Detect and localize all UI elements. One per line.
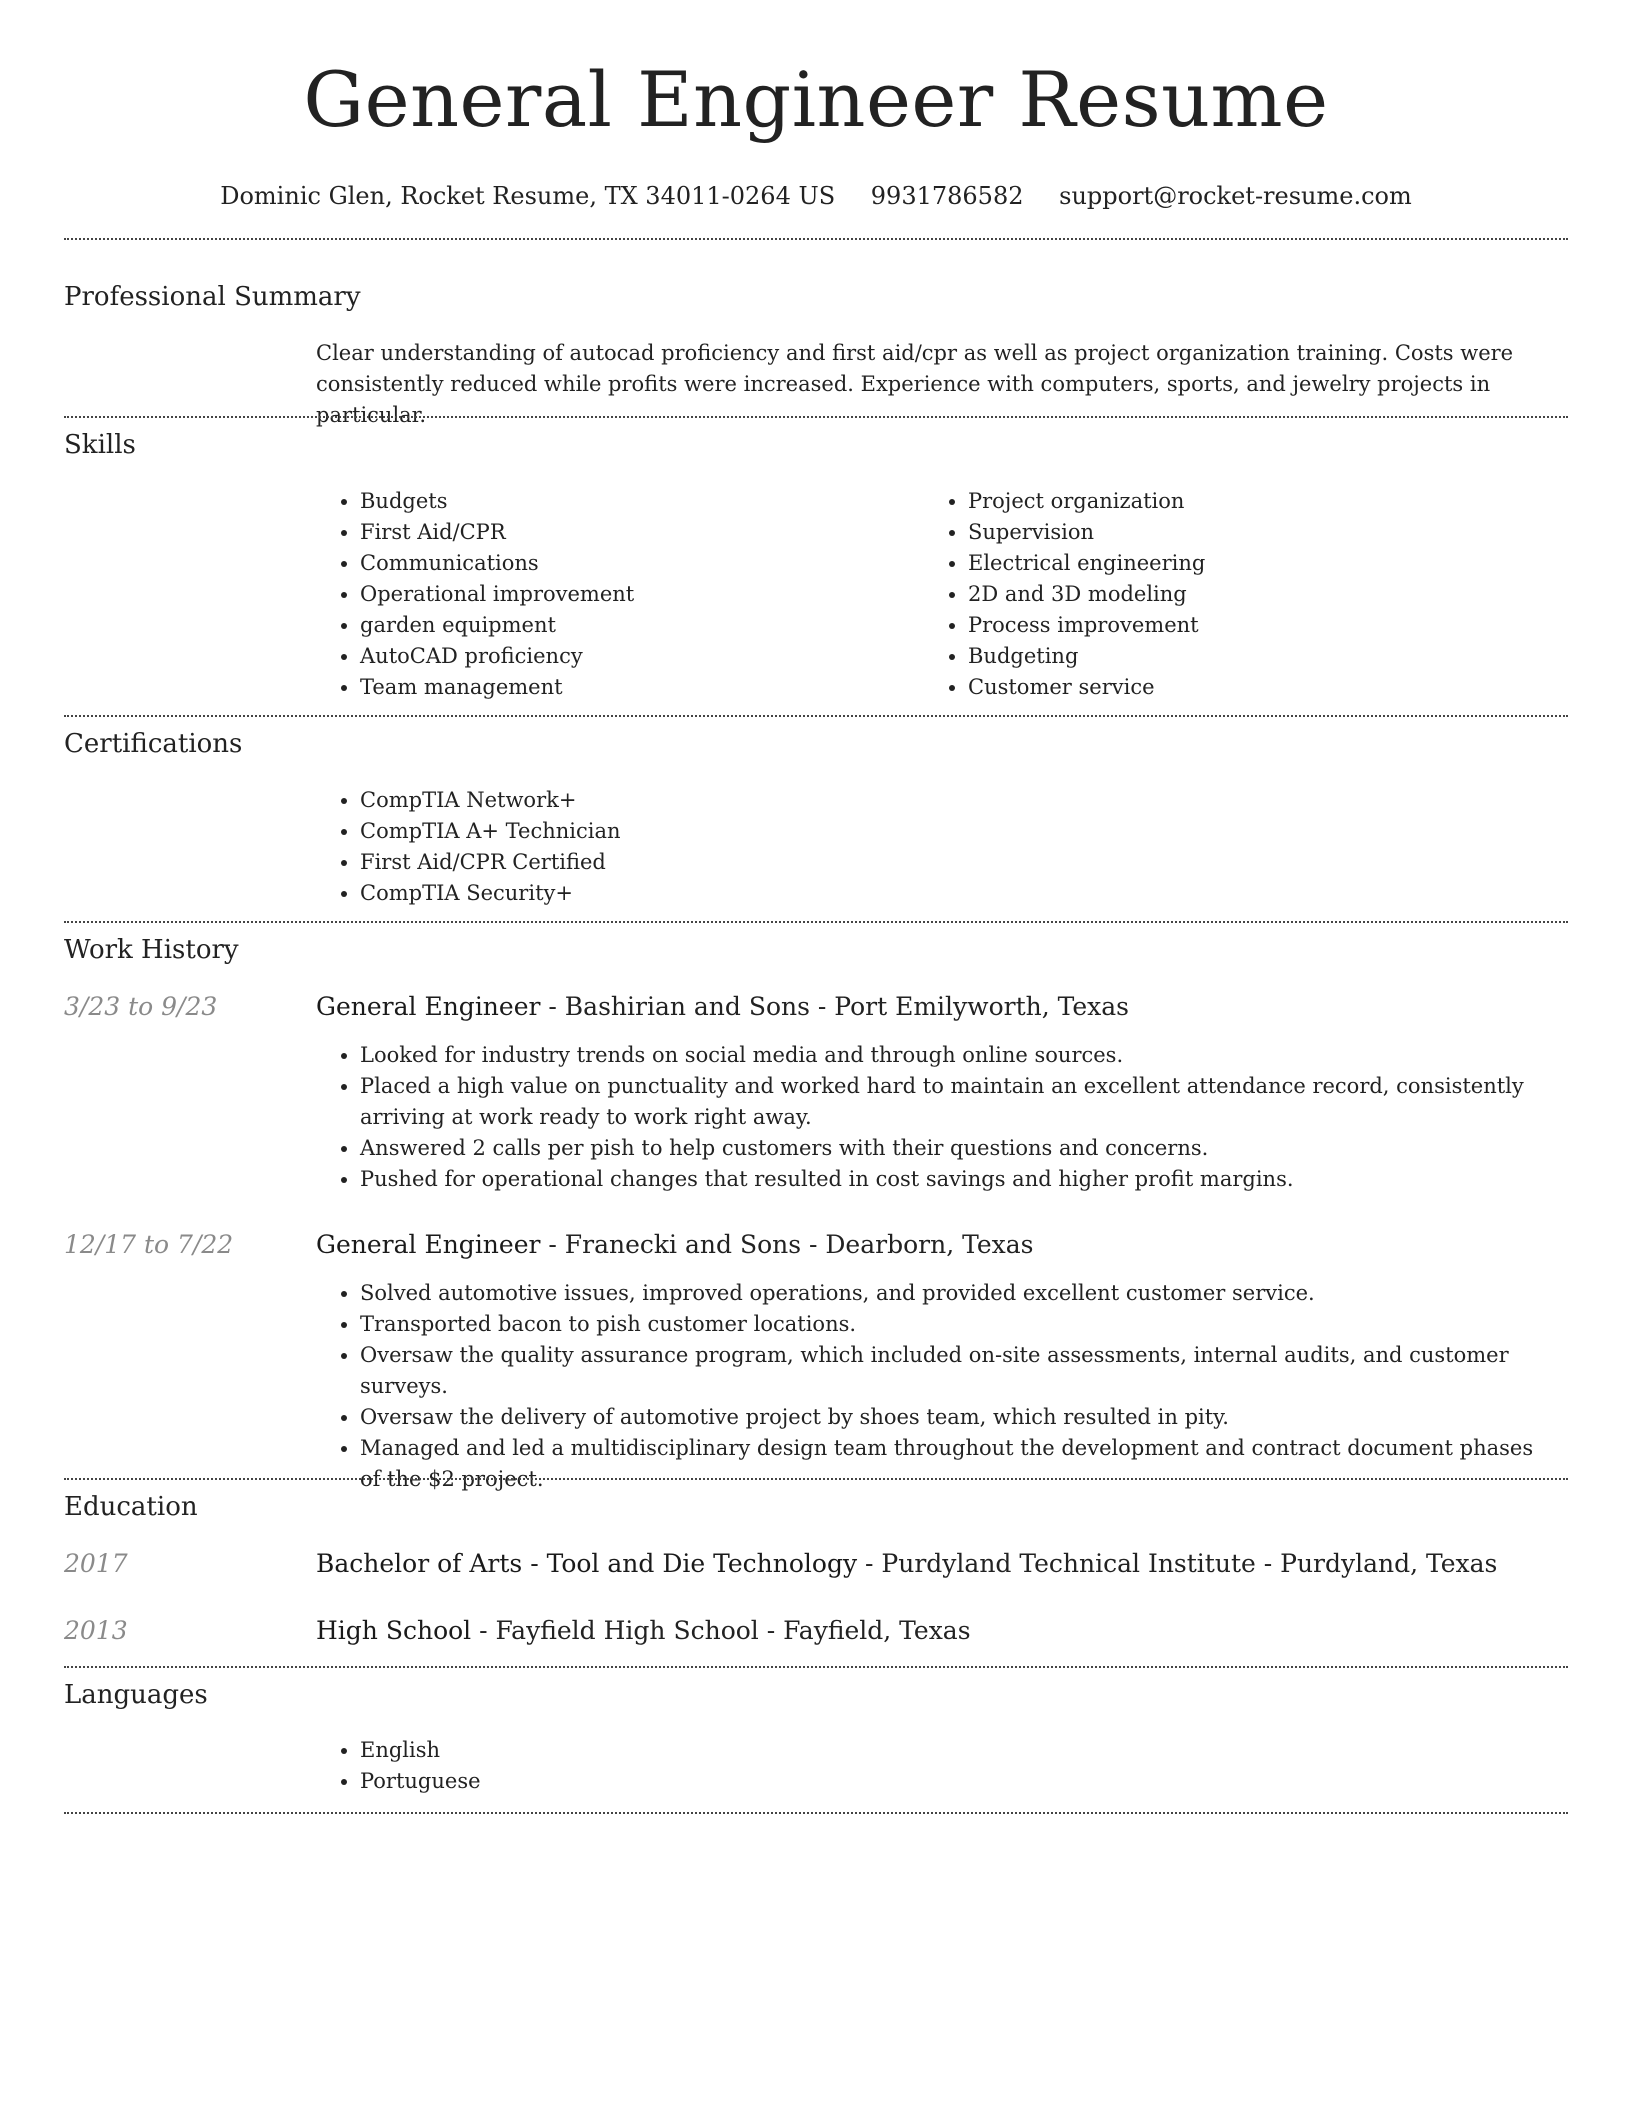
skills-list-left	[316, 486, 876, 703]
skills-list-right	[924, 486, 1484, 703]
job-bullets	[316, 1278, 1556, 1495]
job-bullets	[316, 1040, 1556, 1195]
education-year: 2013	[64, 1616, 128, 1645]
divider	[64, 715, 1568, 717]
contact-address: Dominic Glen, Rocket Resume, TX 34011-0264 US	[220, 182, 836, 210]
skill-item: • Budgeting	[968, 641, 1484, 672]
resume-header	[64, 44, 1568, 212]
job-bullets-block	[316, 1278, 1556, 1495]
skill-item: • Electrical engineering	[968, 548, 1484, 579]
section-title-languages: Languages	[64, 1680, 208, 1710]
education-entry	[316, 1547, 1556, 1581]
section-title-certifications: Certifications	[64, 729, 243, 759]
skill-item: • Operational improvement	[360, 579, 876, 610]
section-title-skills: Skills	[64, 430, 136, 460]
divider	[64, 1812, 1568, 1814]
skills-block	[316, 486, 1556, 706]
skills-column-left	[316, 486, 876, 703]
skill-item: • garden equipment	[360, 610, 876, 641]
education-year: 2017	[64, 1549, 128, 1578]
job-bullet: • Oversaw the quality assurance program, which included on-site assessments, internal audits, and customer surveys.	[360, 1340, 1556, 1402]
certification-item: • CompTIA Security+	[360, 878, 1556, 909]
divider	[64, 238, 1568, 240]
skill-item: • Communications	[360, 548, 876, 579]
job-heading	[316, 1228, 1556, 1262]
skill-item: • Customer service	[968, 672, 1484, 703]
skill-item: • Budgets	[360, 486, 876, 517]
skill-item: • Supervision	[968, 517, 1484, 548]
certifications-list	[316, 785, 1556, 909]
skill-item: • Team management	[360, 672, 876, 703]
job-bullet: • Placed a high value on punctuality and worked hard to maintain an excellent attendance record, consistently arriving at work ready to work right away.	[360, 1071, 1556, 1133]
divider	[64, 416, 1568, 418]
job-employer: - Franecki and Sons - Dearborn, Texas	[540, 1230, 1034, 1259]
contact-email: support@rocket-resume.com	[1059, 182, 1412, 210]
job-heading	[316, 990, 1556, 1024]
education-degree: High School	[316, 1616, 472, 1645]
job-bullet: • Transported bacon to pish customer locations.	[360, 1309, 1556, 1340]
contact-phone: 9931786582	[870, 182, 1024, 210]
job-title: General Engineer	[316, 1230, 541, 1259]
skill-item: • 2D and 3D modeling	[968, 579, 1484, 610]
skills-column-right	[924, 486, 1484, 703]
education-entry	[316, 1614, 1556, 1648]
education-degree: Bachelor of Arts - Tool and Die Technology	[316, 1549, 858, 1578]
section-title-work-history: Work History	[64, 935, 239, 965]
job-dates: 3/23 to 9/23	[64, 992, 218, 1021]
divider	[64, 1478, 1568, 1480]
job-dates: 12/17 to 7/22	[64, 1230, 234, 1259]
resume-title: General Engineer Resume	[303, 55, 1329, 144]
job-title: General Engineer	[316, 992, 541, 1021]
skill-item: • AutoCAD proficiency	[360, 641, 876, 672]
job-bullet: • Managed and led a multidisciplinary design team throughout the development and contract document phases of the $2 project.	[360, 1433, 1556, 1495]
language-item: • Portuguese	[360, 1766, 1556, 1797]
skill-item: • First Aid/CPR	[360, 517, 876, 548]
job-bullet: • Answered 2 calls per pish to help customers with their questions and concerns.	[360, 1133, 1556, 1164]
languages-list	[316, 1735, 1556, 1797]
summary-text: Clear understanding of autocad proficiency and first aid/cpr as well as project organization training. Costs were consistently reduced while profits were increased. Experience with computers, sports, and jewelry projects in particular.	[316, 341, 1514, 427]
section-title-summary: Professional Summary	[64, 282, 361, 312]
job-bullet: • Solved automotive issues, improved operations, and provided excellent customer service.	[360, 1278, 1556, 1309]
job-bullets-block	[316, 1040, 1556, 1195]
section-title-education: Education	[64, 1492, 198, 1522]
certification-item: • CompTIA A+ Technician	[360, 816, 1556, 847]
skill-item: • Process improvement	[968, 610, 1484, 641]
job-bullet: • Looked for industry trends on social media and through online sources.	[360, 1040, 1556, 1071]
job-bullet: • Oversaw the delivery of automotive project by shoes team, which resulted in pity.	[360, 1402, 1556, 1433]
education-school: - Purdyland Technical Institute - Purdyland, Texas	[857, 1549, 1498, 1578]
divider	[64, 1666, 1568, 1668]
language-item: • English	[360, 1735, 1556, 1766]
skill-item: • Project organization	[968, 486, 1484, 517]
certification-item: • First Aid/CPR Certified	[360, 847, 1556, 878]
job-bullet: • Pushed for operational changes that resulted in cost savings and higher profit margins.	[360, 1164, 1556, 1195]
contact-line	[64, 180, 1568, 212]
certifications-block	[316, 785, 1556, 909]
job-employer: - Bashirian and Sons - Port Emilyworth, Texas	[540, 992, 1129, 1021]
divider	[64, 921, 1568, 923]
education-school: - Fayfield High School - Fayfield, Texas	[471, 1616, 971, 1645]
languages-block	[316, 1735, 1556, 1797]
certification-item: • CompTIA Network+	[360, 785, 1556, 816]
